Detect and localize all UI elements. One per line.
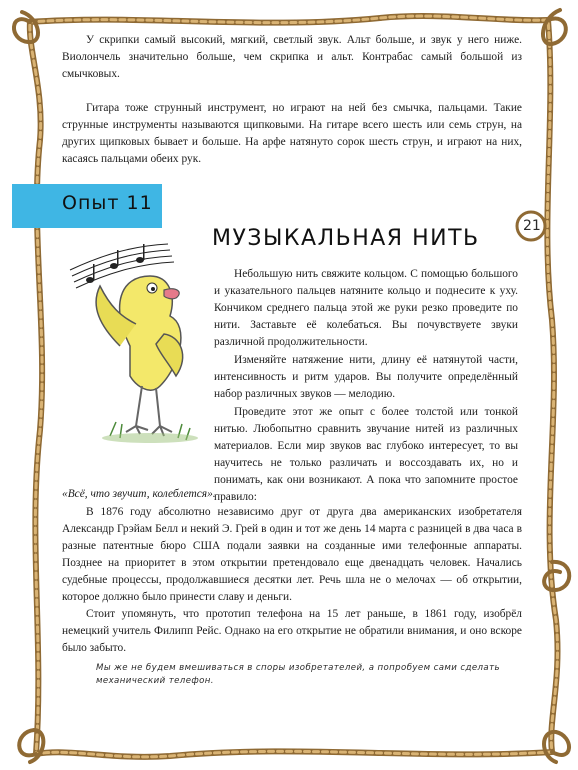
intro-paragraph-2: Гитара тоже струнный инструмент, но играют на ней без смычка, пальцами. Такие струнные инструменты называются щипковыми. На гитаре всего шесть или семь струн, на других щипковых бывает и больше. На арфе натянуто сорок шесть струн, и играют на них, касаясь пальцами обеих рук. bbox=[62, 102, 522, 165]
experiment-paragraph-4: В 1876 году абсолютно независимо друг от друга два американских изобретателя Александр Грэйам Белл и некий Э. Грей в один и тот же день 14 марта с разницей в два часа в разные патентные бюро США подали заявки на созданные ими телефонные аппараты. Позднее на приоритет в этом открытии претендовало еще двенадцать человек. Начались судебные процессы, продолжавшиеся десятки лет. Речь шла не о мелочах — об открытии, которое должно было принести славу и деньги. bbox=[62, 506, 522, 603]
experiment-paragraph-2: Изменяйте натяжение нити, длину её натянутой части, интенсивность и ритм ударов. Вы получите определённый набор различных звуков — мелодию. bbox=[214, 354, 518, 400]
experiment-rule: «Всё, что звучит, колеблется». bbox=[62, 488, 216, 500]
footnote: Мы же не будем вмешиваться в споры изобретателей, а попробуем сами сделать механический телефон. bbox=[96, 663, 500, 686]
experiment-paragraph-3: Проведите этот же опыт с более толстой или тонкой нитью. Любопытно сравнить звучание нитей из различных материалов. Если мир звуков вас глубоко интересует, то вы научитесь не только различать и воссоздавать их, но и понимать, как они возникают. А пока что запомните простое правило: bbox=[214, 406, 518, 503]
page-number: 21 bbox=[523, 218, 541, 234]
bird-illustration bbox=[60, 236, 210, 446]
experiment-paragraph-1: Небольшую нить свяжите кольцом. С помощью большого и указательного пальцев натяните кольцо и поднесите к уху. Кончиком среднего пальца этой же руки резко проведите по нити. Заставьте её колебаться. Вы почувствуете звуки различной продолжительности. bbox=[214, 268, 518, 348]
experiment-paragraph-5: Стоит упомянуть, что прототип телефона на 15 лет раньше, в 1861 году, изобрёл немецкий учитель Филипп Рейс. Однако на его открытие не обратили внимания, и оно вскоре было забыто. bbox=[62, 608, 522, 654]
intro-paragraph-1: У скрипки самый высокий, мягкий, светлый звук. Альт больше, и звук у него ниже. Виолончель значительно больше, чем скрипка и альт. Контрабас самый большой из смычковых. bbox=[62, 34, 522, 80]
experiment-badge-label: Опыт 11 bbox=[62, 192, 153, 214]
section-title: МУЗЫКАЛЬНАЯ НИТЬ bbox=[212, 226, 480, 251]
